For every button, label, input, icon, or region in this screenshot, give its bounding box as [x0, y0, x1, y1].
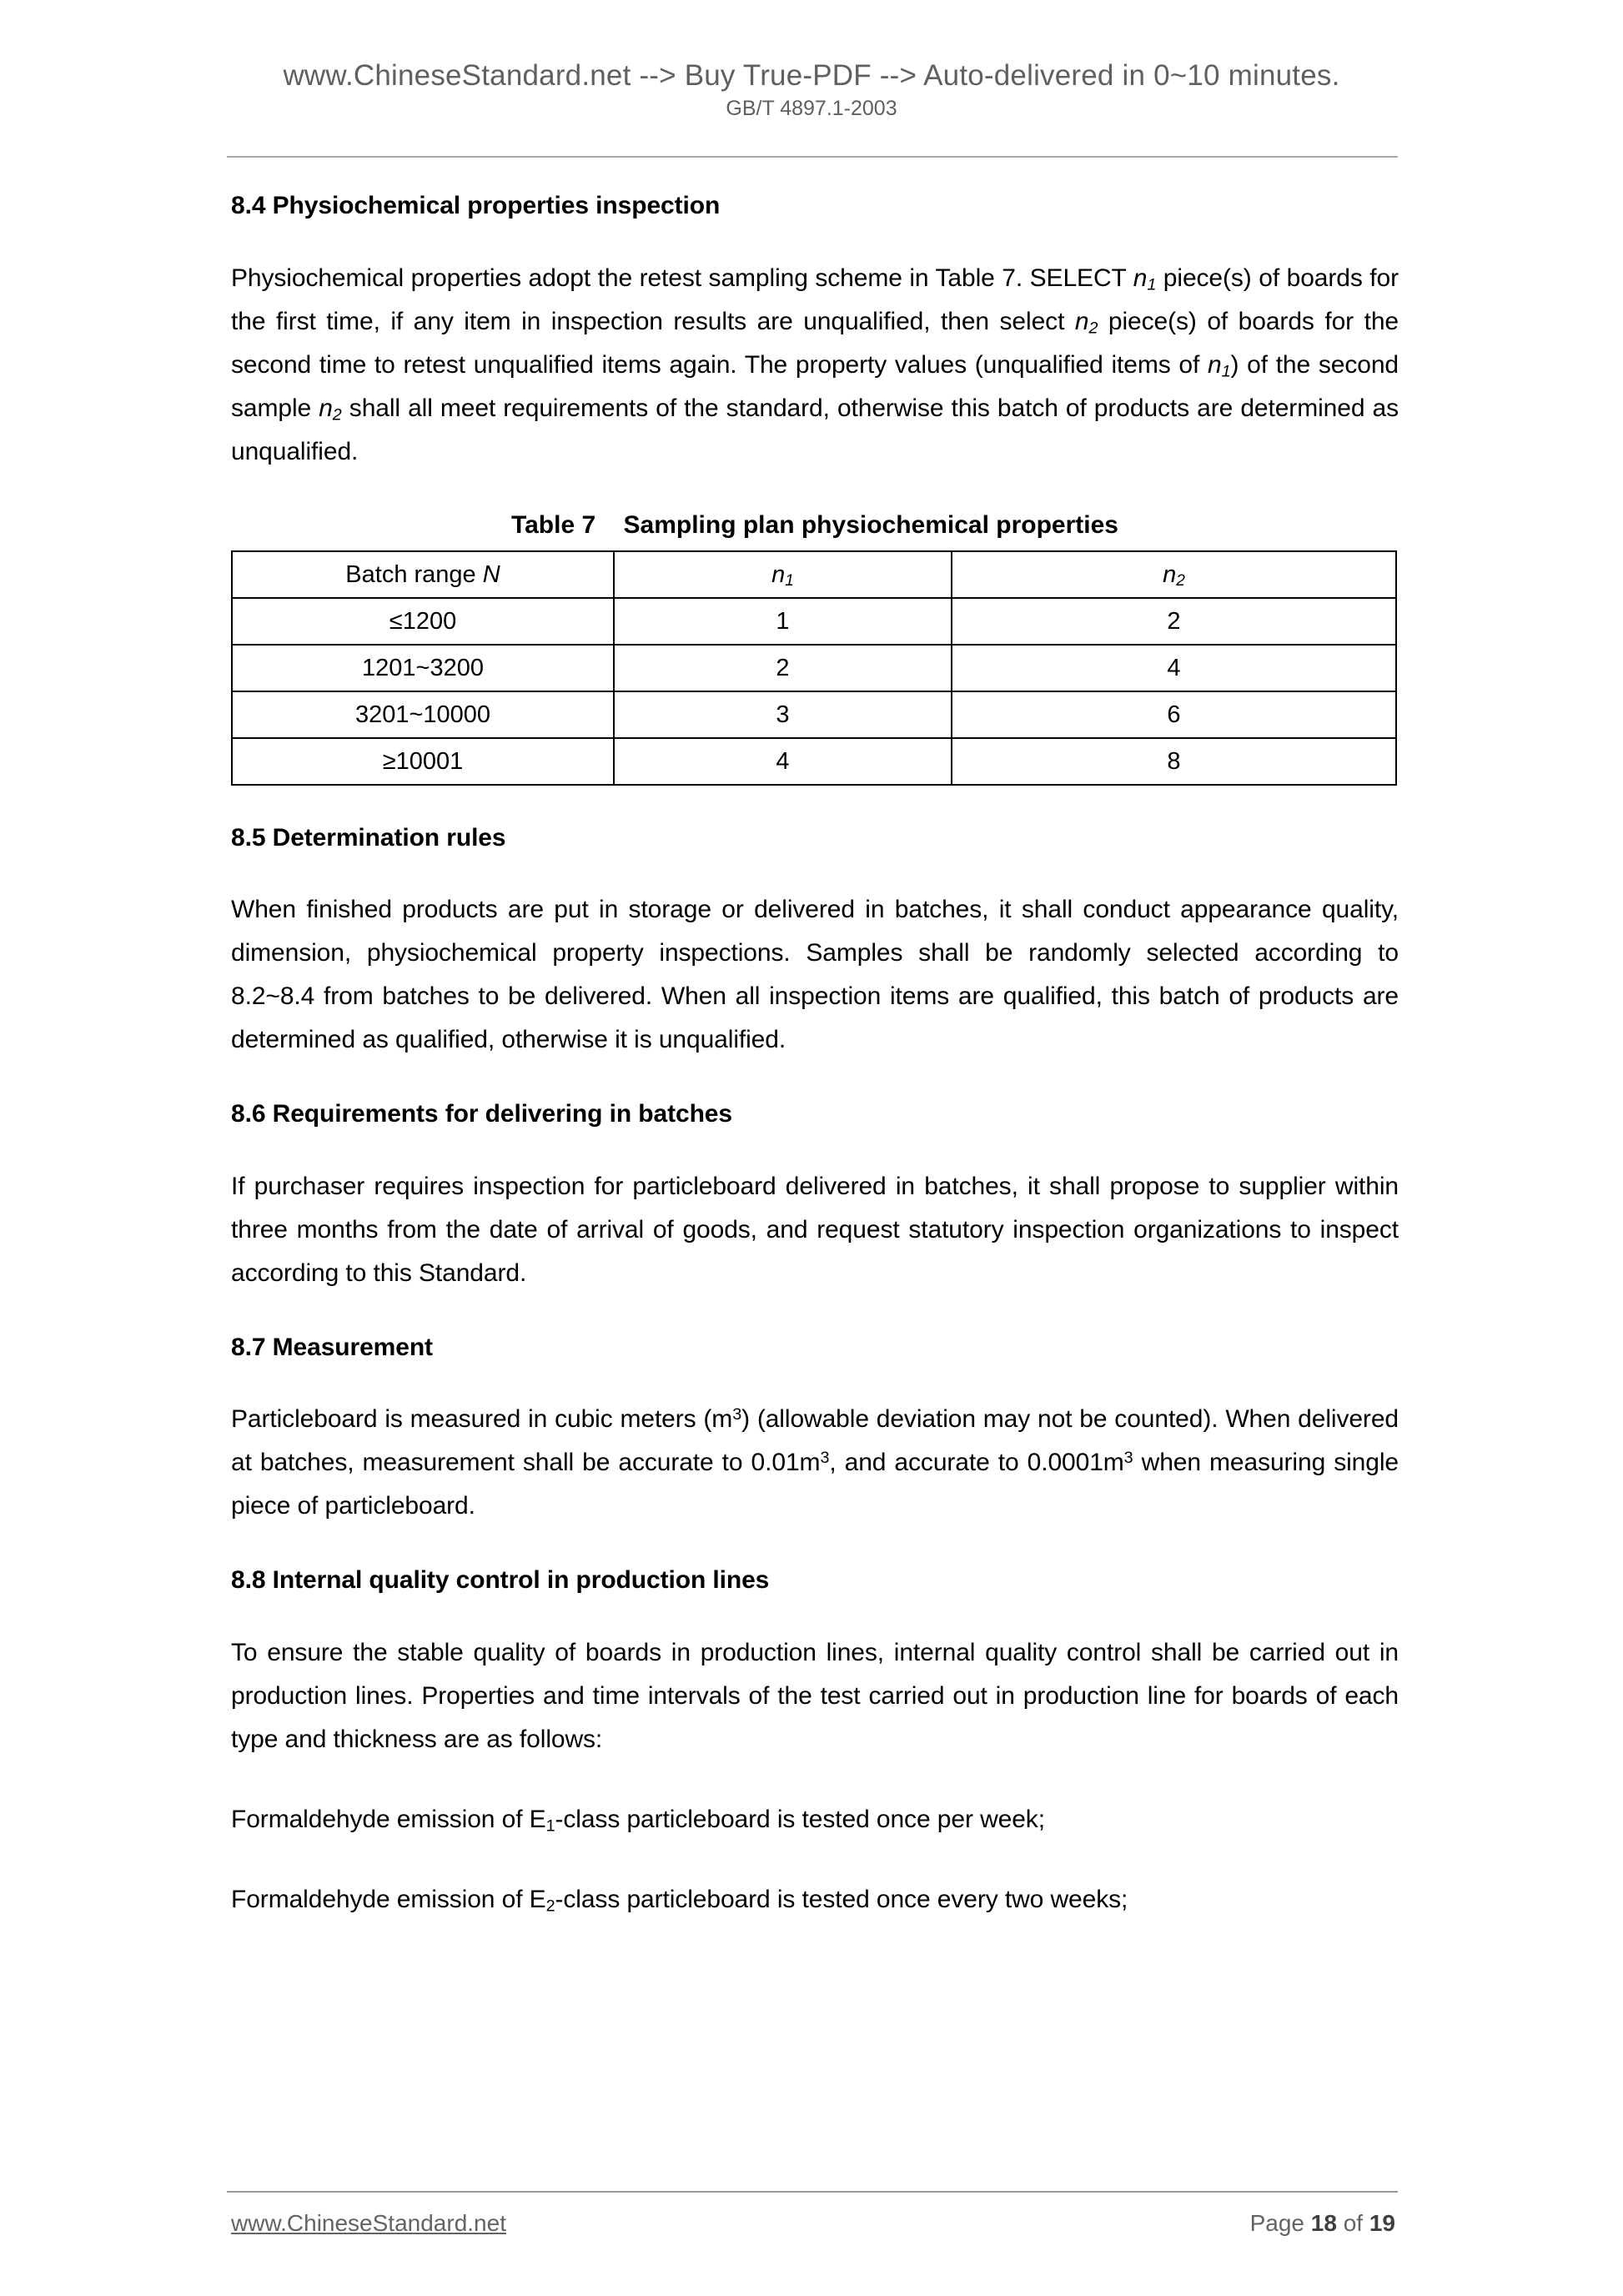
heading-8-8: 8.8 Internal quality control in production lines: [231, 1566, 770, 1594]
var-n-glyph: n: [1133, 264, 1148, 292]
var-n-glyph: n: [1074, 307, 1089, 335]
paragraph-8-7: [231, 1398, 1399, 1528]
table-row: [232, 645, 1396, 691]
page-prefix: Page: [1249, 2210, 1311, 2236]
p84-text-1: Physiochemical properties adopt the retest sampling scheme in Table 7. SELECT: [231, 264, 1133, 292]
table-caption-text: Sampling plan physiochemical properties: [623, 510, 1118, 539]
p84-text-4: ) of the second sample: [231, 350, 1399, 422]
var-n-subscript: 2: [332, 404, 342, 424]
p84-text-2: piece(s) of boards for the first time, if any item in inspection results are unqualified, then select: [231, 264, 1399, 335]
page-current: 18: [1310, 2210, 1337, 2236]
subscript-e1: 1: [545, 1816, 555, 1835]
paragraph-e2-class: [231, 1878, 1399, 1922]
p84-text-5: shall all meet requirements of the standard, otherwise this batch of products are determined as unqualified.: [231, 394, 1399, 465]
var-n-subscript: 1: [1221, 361, 1231, 380]
table-7-sampling-plan: [231, 550, 1397, 786]
superscript-cubic-2: 3: [820, 1449, 830, 1468]
var-n-glyph: n: [319, 394, 333, 422]
subscript-e2: 2: [545, 1896, 555, 1915]
cell-n1: 3: [614, 691, 952, 738]
var-n-glyph: n: [771, 560, 786, 588]
paragraph-8-4: [231, 257, 1399, 474]
e1-text-1: Formaldehyde emission of E: [231, 1805, 546, 1833]
promo-banner: www.ChineseStandard.net --> Buy True-PDF --> Auto-delivered in 0~10 minutes.: [283, 59, 1340, 92]
p87-text-3: , and accurate to 0.0001m: [829, 1449, 1124, 1476]
table-caption-label: Table 7: [511, 510, 596, 539]
var-n1-b: [1208, 351, 1231, 379]
cell-n2: 4: [952, 645, 1396, 691]
var-n-subscript: 2: [1088, 318, 1098, 337]
var-n-glyph: n: [1163, 560, 1177, 588]
standard-code: GB/T 4897.1-2003: [726, 96, 897, 120]
heading-8-5: 8.5 Determination rules: [231, 823, 506, 852]
superscript-cubic-1: 3: [732, 1405, 742, 1424]
var-n-subscript: 1: [785, 571, 794, 590]
document-body: [231, 190, 1399, 1922]
cell-batch-range: ≤1200: [232, 598, 614, 645]
paragraph-8-6: If purchaser requires inspection for particleboard delivered in batches, it shall propose to supplier within three months from the date of arrival of goods, and request statutory inspection organizations to inspect according to this Standard.: [231, 1172, 1399, 1287]
page-header: [0, 60, 1623, 120]
e2-text-1: Formaldehyde emission of E: [231, 1885, 546, 1913]
table-row: [232, 738, 1396, 785]
var-n1-header: [771, 561, 794, 588]
paragraph-8-5: When finished products are put in storage or delivered in batches, it shall conduct appearance quality, dimension, physiochemical property inspections. Samples shall be randomly selected according to 8.2~8.4 from batches to be delivered. When all inspection items are qualified, this batch of products are determined as qualified, otherwise it is unqualified.: [231, 896, 1399, 1053]
column-header-n2: [952, 551, 1396, 598]
cell-n2: 6: [952, 691, 1396, 738]
table-caption: [231, 510, 1399, 550]
cell-batch-range: 3201~10000: [232, 691, 614, 738]
cell-n1: 2: [614, 645, 952, 691]
var-n-glyph: n: [1207, 350, 1222, 379]
heading-8-6: 8.6 Requirements for delivering in batches: [231, 1100, 732, 1128]
cell-n2: 8: [952, 738, 1396, 785]
p87-text-1: Particleboard is measured in cubic meters (m: [231, 1405, 733, 1433]
p87-text-4: when measuring single piece of particleboard.: [231, 1449, 1399, 1520]
column-header-n1: [614, 551, 952, 598]
heading-8-7: 8.7 Measurement: [231, 1333, 433, 1361]
cell-n1: 1: [614, 598, 952, 645]
page-footer: [231, 2210, 1395, 2237]
paragraph-e1-class: [231, 1798, 1399, 1841]
p87-text-2: ) (allowable deviation may not be counted). When delivered at batches, measurement shall be accurate to 0.01m: [231, 1405, 1399, 1476]
batch-range-text: Batch range: [345, 560, 483, 588]
footer-divider: [227, 2191, 1398, 2193]
footer-site-link[interactable]: www.ChineseStandard.net: [231, 2210, 506, 2236]
e2-text-2: -class particleboard is tested once every two weeks;: [555, 1885, 1128, 1913]
var-n-subscript: 2: [1176, 571, 1185, 590]
cell-n1: 4: [614, 738, 952, 785]
table-header-row: [232, 551, 1396, 598]
superscript-cubic-3: 3: [1123, 1449, 1133, 1468]
var-N: N: [482, 560, 500, 588]
var-n2-b: [319, 394, 342, 422]
cell-batch-range: ≥10001: [232, 738, 614, 785]
paragraph-8-8: To ensure the stable quality of boards in production lines, internal quality control shall be carried out in production lines. Properties and time intervals of the test carried out in production line for boards of each type and thickness are as follows:: [231, 1638, 1399, 1753]
column-header-batch-range: [232, 551, 614, 598]
table-row: [232, 598, 1396, 645]
var-n2-a: [1075, 308, 1098, 335]
header-divider: [227, 156, 1398, 158]
heading-8-4: 8.4 Physiochemical properties inspection: [231, 192, 721, 219]
p84-text-3: piece(s) of boards for the second time to retest unqualified items again. The property values (unqualified items of: [231, 307, 1399, 379]
page-total: 19: [1369, 2210, 1395, 2236]
var-n-subscript: 1: [1147, 274, 1157, 294]
e1-text-2: -class particleboard is tested once per week;: [555, 1805, 1045, 1833]
footer-page-number: [1250, 2210, 1395, 2237]
var-n1-a: [1133, 264, 1157, 292]
cell-batch-range: 1201~3200: [232, 645, 614, 691]
cell-n2: 2: [952, 598, 1396, 645]
var-n2-header: [1163, 561, 1185, 588]
table-row: [232, 691, 1396, 738]
page-mid: of: [1336, 2210, 1369, 2236]
